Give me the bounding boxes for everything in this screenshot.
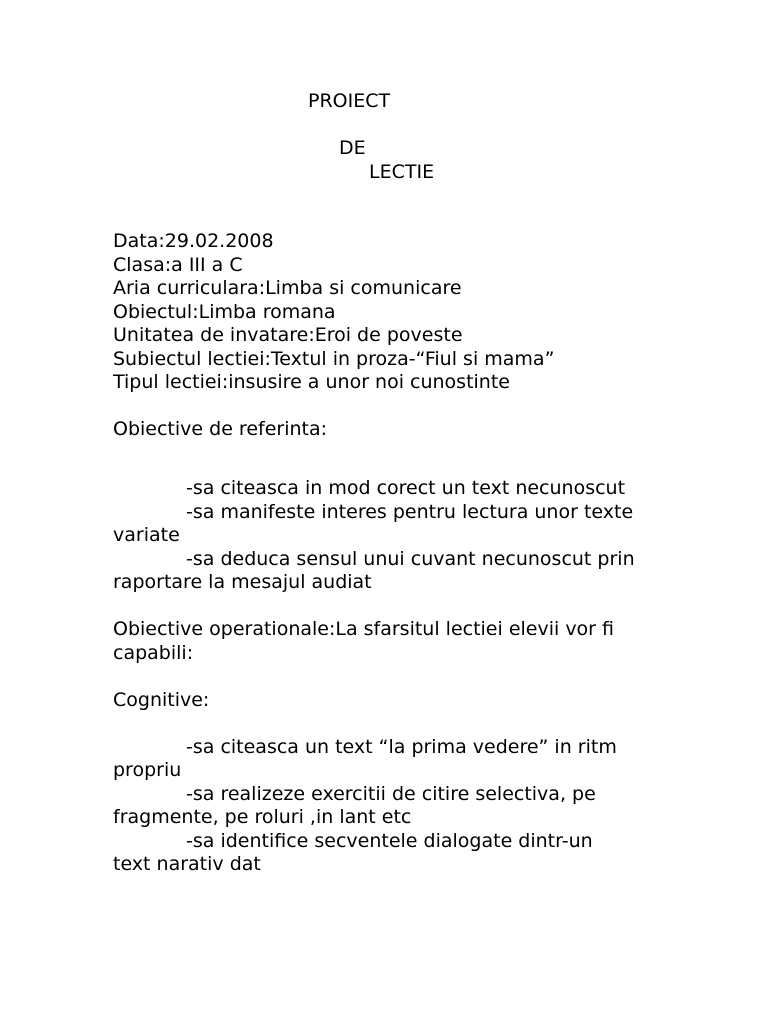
referinta-item-3: -sa deduca sensul unui cuvant necunoscut prin [186,547,635,570]
info-unitatea: Unitatea de invatare:Eroi de poveste [113,324,463,346]
cognitive-item-1-cont: propriu [113,759,182,781]
referinta-item-3-cont: raportare la mesajul audiat [113,571,372,593]
info-clasa: Clasa:a III a C [113,253,243,276]
referinta-item-2-cont: variate [113,524,180,546]
info-subiectul: Subiectul lectiei:Textul in proza-“Fiul si mama” [113,347,555,370]
title-de: DE [339,137,366,159]
info-data: Data:29.02.2008 [113,230,274,252]
operationale-heading: Obiective operationale:La sfarsitul lectiei elevii vor fi [113,618,615,640]
operationale-heading-cont: capabili: [113,641,194,664]
referinta-heading: Obiective de referinta: [113,418,328,440]
info-aria: Aria curriculara:Limba si comunicare [113,277,462,299]
cognitive-heading: Cognitive: [113,688,210,711]
cognitive-item-2-cont: fragmente, pe roluri ,in lant etc [113,806,412,828]
info-obiectul: Obiectul:Limba romana [113,300,336,323]
cognitive-item-2: -sa realizeze exercitii de citire selectiva, pe [186,782,596,805]
info-tipul: Tipul lectiei:insusire a unor noi cunostinte [113,371,510,393]
title-lectie: LECTIE [369,161,435,183]
referinta-item-2: -sa manifeste interes pentru lectura unor texte [186,500,634,523]
cognitive-item-3-cont: text narativ dat [113,853,261,875]
title-proiect: PROIECT [308,90,391,112]
document-body [113,230,673,877]
referinta-item-1: -sa citeasca in mod corect un text necunoscut [186,477,626,499]
cognitive-item-3: -sa identifice secventele dialogate dintr-un [186,829,593,852]
cognitive-item-1: -sa citeasca un text “la prima vedere” in ritm [186,735,617,758]
